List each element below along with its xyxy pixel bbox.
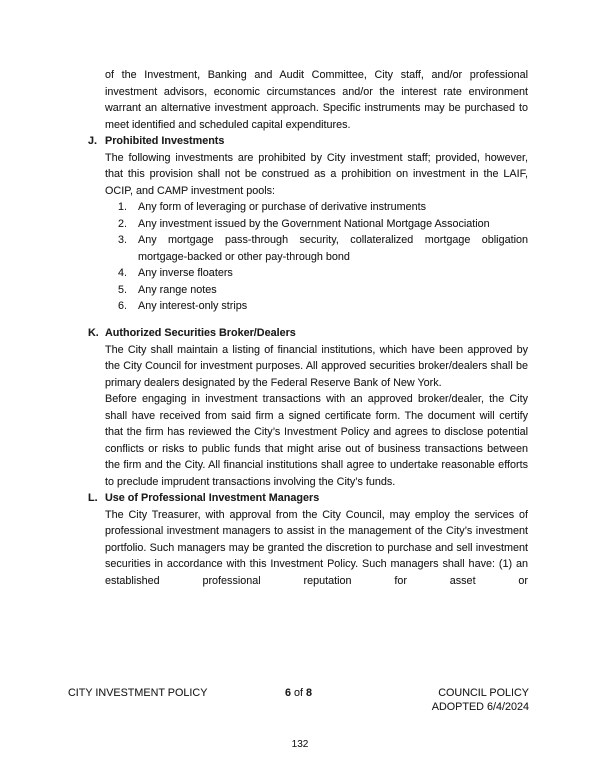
footer-adopted-date: ADOPTED 6/4/2024 xyxy=(431,700,529,713)
section-l-paragraph: The City Treasurer, with approval from the City Council, may employ the services of professional investment managers to assist in the management of the City’s investment portfolio. Such managers may be granted the discretion to purchase and sell investment securities in accordance with this Investment Policy. Such managers shall have: (1) an established professional reputation for asset or xyxy=(105,508,528,587)
section-j-title: Prohibited Investments xyxy=(105,135,225,147)
section-professional-investment-managers xyxy=(88,490,528,589)
intro-paragraph: of the Investment, Banking and Audit Committee, City staff, and/or professional investment advisors, economic circumstances and/or the interest rate environment warrant an alternative investment approach. Specific instruments may be purchased to meet identified and scheduled capital expenditures. xyxy=(105,69,528,131)
footer-page-indicator xyxy=(285,687,312,701)
list-item xyxy=(88,199,528,216)
footer-council-policy: COUNCIL POLICY xyxy=(438,687,529,699)
section-prohibited-investments xyxy=(88,133,528,315)
list-item-number: 5. xyxy=(118,283,128,296)
section-l-title: Use of Professional Investment Managers xyxy=(105,492,320,504)
list-item-text: Any range notes xyxy=(138,283,217,296)
section-k-title: Authorized Securities Broker/Dealers xyxy=(105,327,296,339)
section-l-letter: L. xyxy=(88,492,98,504)
list-item-text: Any form of leveraging or purchase of derivative instruments xyxy=(138,201,427,213)
document-content xyxy=(88,67,528,589)
prohibited-investments-list xyxy=(88,199,528,315)
list-item-number: 3. xyxy=(118,234,128,246)
section-k-paragraph-1: The City shall maintain a listing of financial institutions, which have been approved by the City Council for investment purposes. All approved securities broker/dealers shall be primary dealers designated by the Federal Reserve Bank of New York. xyxy=(105,343,528,389)
list-item-number: 6. xyxy=(118,300,128,312)
footer-page-current: 6 xyxy=(284,687,291,699)
section-authorized-broker-dealers xyxy=(88,325,528,490)
footer-page-separator: of xyxy=(293,687,304,699)
list-item-number: 1. xyxy=(118,201,128,213)
footer-document-title: CITY INVESTMENT POLICY xyxy=(68,687,208,699)
list-item-text: Any interest-only strips xyxy=(138,300,248,312)
section-k-letter: K. xyxy=(88,327,99,339)
section-j-letter: J. xyxy=(88,135,98,147)
section-l-heading xyxy=(88,490,528,507)
list-item xyxy=(88,232,528,265)
list-item-text: Any investment issued by the Government National Mortgage Association xyxy=(138,217,490,230)
page-footer xyxy=(68,687,529,717)
page-number: 132 xyxy=(291,739,309,750)
footer-policy-info xyxy=(432,687,529,714)
list-item-number: 4. xyxy=(118,267,128,279)
section-j-heading xyxy=(88,133,528,150)
list-item xyxy=(88,216,528,233)
footer-page-total: 8 xyxy=(306,687,313,699)
list-item-text: Any mortgage pass-through security, collateralized mortgage obligation mortgage-backed or other pay-through bond xyxy=(138,234,528,263)
list-item xyxy=(88,265,528,282)
list-item xyxy=(88,282,528,299)
list-item-text: Any inverse floaters xyxy=(138,267,233,279)
list-item xyxy=(88,298,528,315)
list-item-number: 2. xyxy=(118,217,128,230)
section-k-paragraph-2: Before engaging in investment transactions with an approved broker/dealer, the City shall have received from said firm a signed certificate form. The document will certify that the firm has reviewed the City’s Investment Policy and agrees to disclose potential conflicts or risks to public funds that might arise out of business transactions between the firm and the City. All financial institutions shall agree to undertake reasonable efforts to preclude imprudent transactions involving the City’s funds. xyxy=(105,393,528,488)
section-k-heading xyxy=(88,325,528,342)
section-j-paragraph: The following investments are prohibited by City investment staff; provided, however, that this provision shall not be construed as a prohibition on investment in the LAIF, OCIP, and CAMP investment pools: xyxy=(105,151,528,197)
